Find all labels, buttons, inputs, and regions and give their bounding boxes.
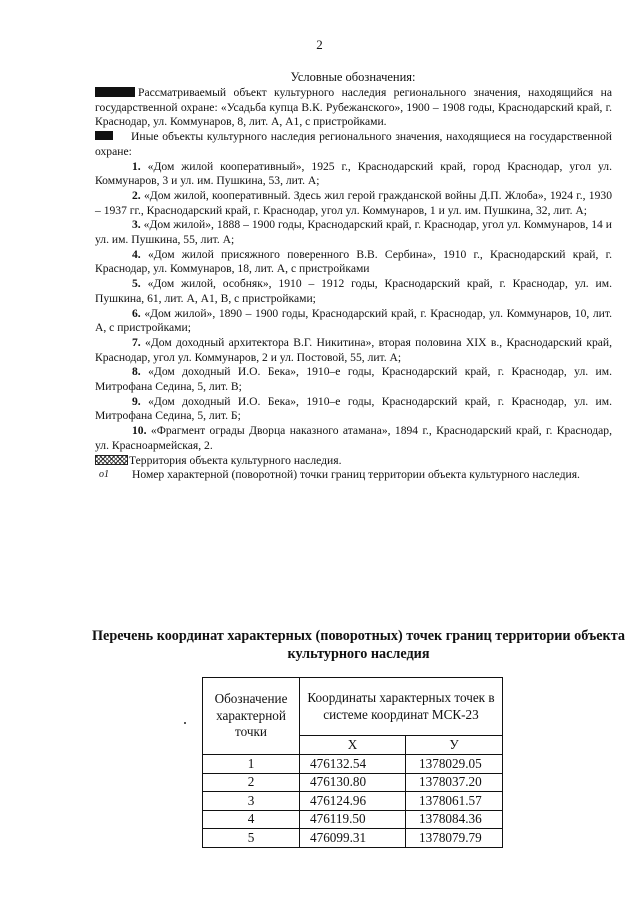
header-x: Х [300, 736, 406, 755]
table-row [203, 755, 503, 774]
legend-item-number: 5. [132, 277, 141, 291]
cell-y: 1378084.36 [406, 810, 503, 829]
legend-point [95, 468, 612, 483]
legend-item-text: «Дом жилой», 1888 – 1900 годы, Краснодарский край, г. Краснодар, угол ул. Коммунаров, 14 и ул. им. Пушкина, 55, лит. А; [95, 218, 612, 247]
legend-item-text: «Дом доходный И.О. Бека», 1910–е годы, Краснодарский край, г. Краснодар, ул. им. Митрофана Седина, 5, лит. Б; [95, 394, 612, 423]
legend-territory [95, 454, 612, 469]
legend-main-object-text: Рассматриваемый объект культурного наследия регионального значения, находящийся на государственной охране: «Усадьба купца В.К. Рубежанского», 1900 – 1908 годы, Краснодарский край, г. Краснодар, ул. Коммунаров, 8, лит. А, А1, с пристройками. [95, 86, 612, 129]
legend-item-text: «Дом доходный архитектора В.Г. Никитина», вторая половина XIX в., Краснодарский край, Краснодар, угол ул. Коммунаров, 2 и ул. Постовой, 55, лит. А; [95, 335, 612, 364]
cell-x: 476124.96 [300, 792, 406, 811]
legend-item-text: «Дом жилой, кооперативный. Здесь жил герой гражданской войны Д.П. Жлоба», 1924 г., 1930 – 1937 гг., Краснодарский край, г. Краснодар, угол ул. Коммунаров, 1 и ул. им. Пушкина, 32, лит. А; [95, 188, 612, 217]
legend-list-item [95, 307, 612, 336]
table-row [203, 829, 503, 848]
legend-item-text: «Фрагмент ограды Дворца наказного атамана», 1894 г., Краснодарский край, г. Краснодар, ул. Красноармейская, 2. [95, 424, 612, 452]
cell-x: 476130.80 [300, 773, 406, 792]
other-objects-swatch-icon [95, 131, 113, 140]
legend-list-item [95, 277, 612, 306]
legend-item-text: «Дом жилой», 1890 – 1900 годы, Краснодарский край, г. Краснодар, ул. Коммунаров, 10, лит. А, с пристройками; [95, 306, 612, 335]
cell-y: 1378029.05 [406, 755, 503, 774]
table-header-row [203, 678, 503, 736]
legend-item-number: 4. [132, 247, 141, 261]
cell-point: 1 [203, 755, 300, 774]
header-coordinates: Координаты характерных точек в системе координат МСК-23 [300, 678, 503, 736]
coords-section-title: Перечень координат характерных (поворотных) точек границ территории объекта культурного наследия [92, 628, 625, 662]
legend-list-item [95, 248, 612, 277]
legend-item-number: 10. [132, 424, 147, 438]
legend-item-number: 7. [132, 335, 141, 349]
legend-item-text: «Дом жилой кооперативный», 1925 г., Краснодарский край, город Краснодар, угол ул. Коммунаров, 3 и ул. им. Пушкина, 53, лит. А; [95, 159, 612, 188]
cell-y: 1378037.20 [406, 773, 503, 792]
page-number: 2 [316, 37, 323, 52]
legend-item-text: «Дом доходный И.О. Бека», 1910–е годы, Краснодарский край, г. Краснодар, ул. им. Митрофана Седина, 5, лит. В; [95, 365, 612, 394]
legend-item-text: «Дом жилой присяжного поверенного В.В. Сербина», 1910 г., Краснодарский край, г. Краснодар, ул. Коммунаров, 18, лит. А, с пристройками [95, 247, 612, 276]
cell-x: 476099.31 [300, 829, 406, 848]
legend-list-item [95, 424, 612, 453]
legend-list-item [95, 218, 612, 247]
legend-item-number: 2. [132, 188, 141, 202]
legend-list-item [95, 189, 612, 218]
legend-main-object [95, 86, 612, 130]
cell-y: 1378079.79 [406, 829, 503, 848]
legend-item-text: «Дом жилой, особняк», 1910 – 1912 годы, Краснодарский край, г. Краснодар, ул. им. Пушкина, 61, лит. А, А1, В, с пристройками; [95, 277, 612, 305]
cell-x: 476119.50 [300, 810, 406, 829]
territory-hatch-icon [95, 455, 128, 465]
cell-point: 3 [203, 792, 300, 811]
header-y: У [406, 736, 503, 755]
legend-list-item [95, 365, 612, 394]
legend-item-number: 8. [132, 365, 141, 379]
legend-list-item [95, 160, 612, 189]
cell-point: 4 [203, 810, 300, 829]
legend [95, 86, 612, 483]
legend-territory-text: Территория объекта культурного наследия. [129, 453, 342, 467]
table-row [203, 792, 503, 811]
legend-item-number: 1. [132, 159, 141, 173]
legend-item-number: 3. [132, 218, 141, 232]
table-row [203, 810, 503, 829]
scan-speck [184, 722, 186, 724]
table-row [203, 773, 503, 792]
point-marker-icon: о1 [99, 469, 109, 481]
legend-other-objects-intro [95, 130, 612, 159]
cell-point: 2 [203, 773, 300, 792]
legend-point-text: Номер характерной (поворотной) точки границ территории объекта культурного наследия. [132, 468, 580, 482]
legend-item-number: 9. [132, 394, 141, 408]
main-object-swatch-icon [95, 87, 135, 97]
legend-other-objects-intro-text: Иные объекты культурного наследия регионального значения, находящиеся на государственной охране: [95, 130, 612, 158]
cell-x: 476132.54 [300, 755, 406, 774]
coordinates-table [202, 677, 503, 848]
legend-list-item [95, 336, 612, 365]
cell-point: 5 [203, 829, 300, 848]
legend-title: Условные обозначения: [290, 70, 416, 84]
legend-list-item [95, 395, 612, 424]
legend-item-number: 6. [132, 306, 141, 320]
cell-y: 1378061.57 [406, 792, 503, 811]
header-point-designation: Обозначение характерной точки [203, 678, 300, 755]
